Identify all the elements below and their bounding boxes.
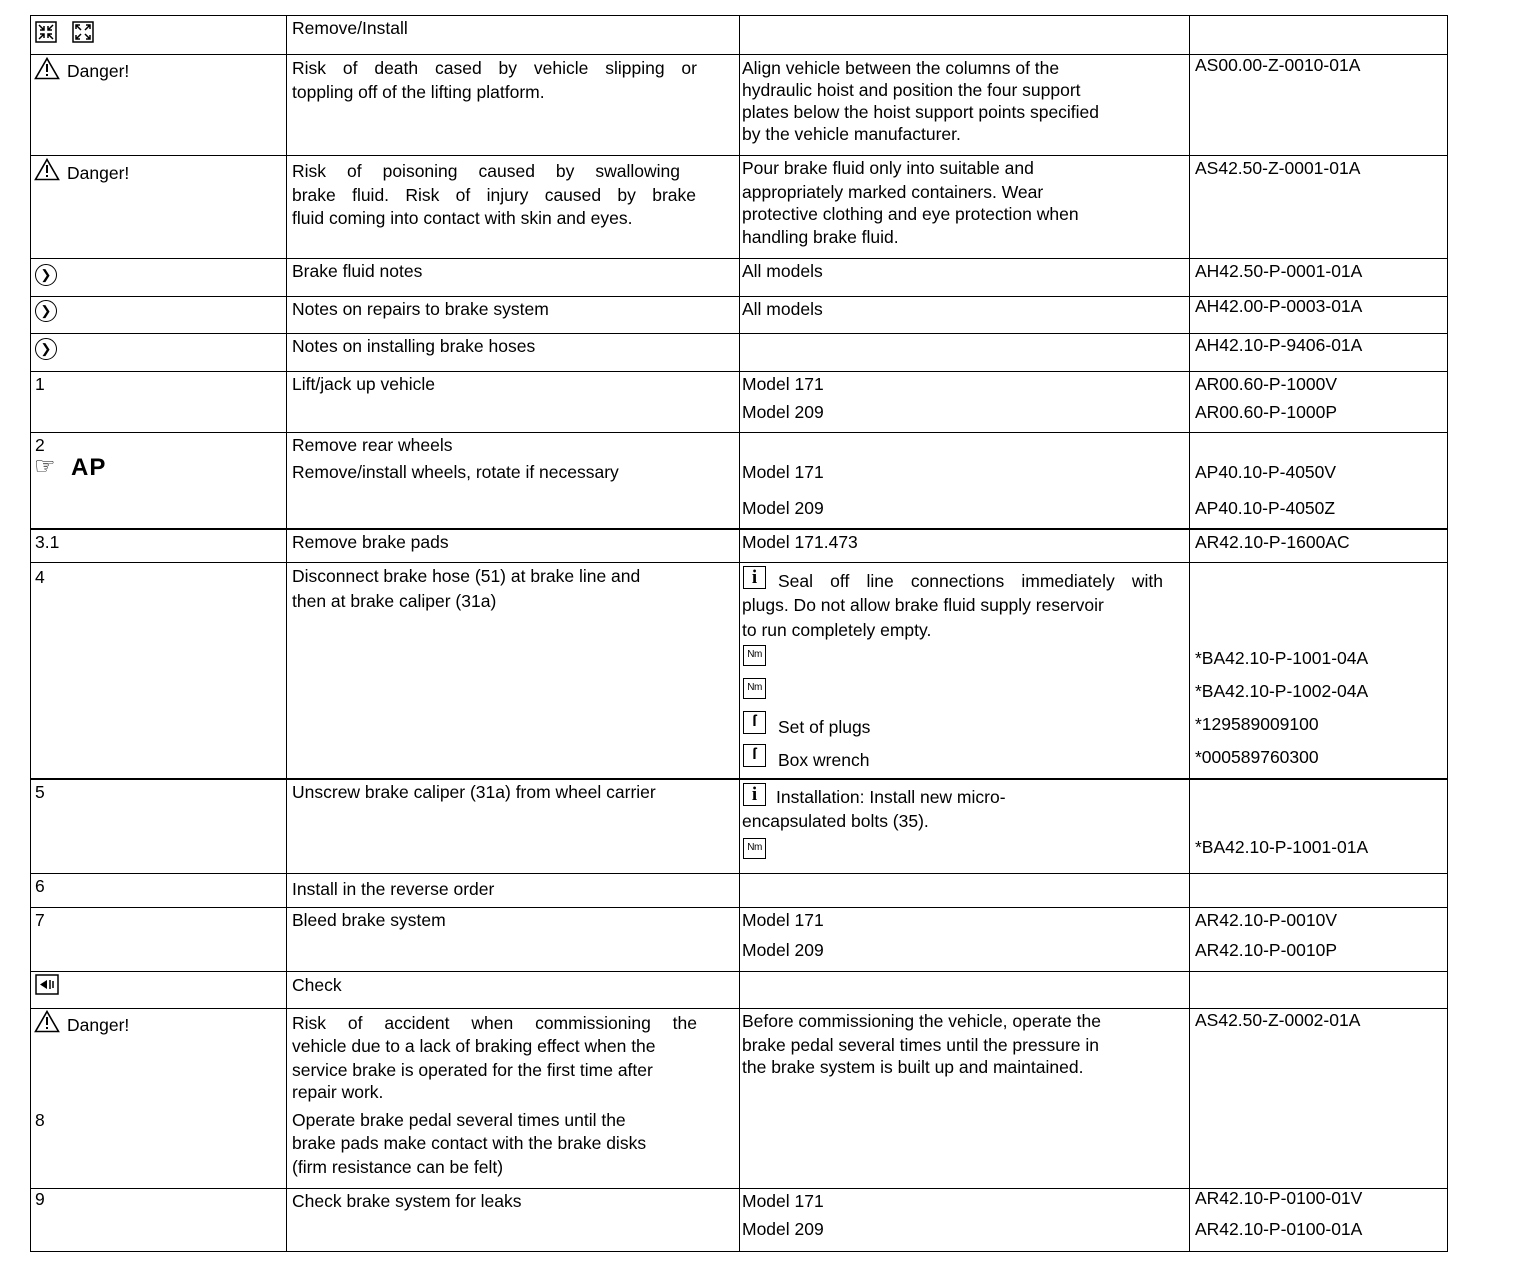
step-number: 9 (35, 1189, 45, 1209)
model-label: Model 209 (742, 498, 824, 518)
model-label: Model 171 (742, 1191, 824, 1211)
tool-label: Set of plugs (778, 717, 871, 737)
step-number: 7 (35, 910, 45, 930)
step-text: Risk of accident when commissioning the (292, 1013, 697, 1033)
table-row (30, 528, 1448, 562)
check-icon (35, 974, 59, 995)
reference-link[interactable]: AS00.00-Z-0010-01A (1195, 55, 1361, 75)
reference-link[interactable]: AR42.10-P-0100-01A (1195, 1219, 1363, 1239)
model-label: Model 209 (742, 402, 824, 422)
note-text: handling brake fluid. (742, 227, 899, 247)
step-text: repair work. (292, 1082, 384, 1102)
step-text: Risk of poisoning caused by swallowing (292, 161, 680, 181)
table-row (30, 778, 1448, 873)
step-text: Bleed brake system (292, 910, 446, 930)
model-label: Model 209 (742, 940, 824, 960)
step-number: 6 (35, 876, 45, 896)
pointing-hand-icon: ☞ (34, 453, 56, 480)
torque-nm-icon: Nm (743, 645, 766, 666)
model-label: Model 171 (742, 462, 824, 482)
table-row (30, 432, 1448, 528)
reference-link[interactable]: *BA42.10-P-1001-01A (1195, 837, 1369, 857)
step-text: (firm resistance can be felt) (292, 1157, 504, 1177)
step-text: then at brake caliper (31a) (292, 591, 497, 611)
step-text: Remove/install wheels, rotate if necessary (292, 462, 619, 482)
ap-reference-label: AP (71, 454, 107, 481)
note-text: Before commissioning the vehicle, operate the (742, 1011, 1101, 1031)
reference-link[interactable]: *BA42.10-P-1002-04A (1195, 681, 1369, 701)
step-text: Remove rear wheels (292, 435, 453, 455)
step-number: 4 (35, 567, 45, 587)
step-text: Operate brake pedal several times until the (292, 1110, 626, 1130)
note-text: hydraulic hoist and position the four support (742, 80, 1081, 100)
note-text: encapsulated bolts (35). (742, 811, 929, 831)
note-text: plugs. Do not allow brake fluid supply reservoir (742, 595, 1104, 615)
note-text: protective clothing and eye protection when (742, 204, 1079, 224)
table-row (30, 155, 1448, 258)
danger-label: Danger! (67, 1015, 130, 1035)
note-text: plates below the hoist support points specified (742, 102, 1100, 122)
table-row (30, 971, 1448, 1008)
info-icon: i (743, 783, 766, 806)
remove-icon (35, 21, 57, 43)
step-text: Remove/Install (292, 18, 408, 38)
table-row (30, 258, 1448, 296)
step-text: fluid coming into contact with skin and eyes. (292, 208, 633, 228)
model-label: Model 171.473 (742, 532, 858, 552)
model-label: Model 171 (742, 910, 824, 930)
tool-label: Box wrench (778, 750, 870, 770)
reference-link[interactable]: AR42.10-P-0010V (1195, 910, 1338, 930)
tool-part-number[interactable]: *000589760300 (1195, 747, 1319, 767)
table-row (30, 907, 1448, 971)
step-text: Install in the reverse order (292, 879, 495, 899)
step-text: Lift/jack up vehicle (292, 374, 435, 394)
step-number: 3.1 (35, 532, 60, 552)
note-text: Installation: Install new micro- (776, 787, 1006, 807)
step-text: vehicle due to a lack of braking effect when the (292, 1036, 656, 1056)
note-text: Pour brake fluid only into suitable and (742, 158, 1034, 178)
table-row (30, 296, 1448, 333)
step-text: toppling off of the lifting platform. (292, 82, 545, 102)
step-text: brake pads make contact with the brake disks (292, 1133, 647, 1153)
table-row (30, 333, 1448, 371)
repair-procedure-table (30, 15, 1448, 1252)
step-text: Brake fluid notes (292, 261, 423, 281)
notes-icon: ❯ (35, 338, 57, 360)
note-text: All models (742, 299, 823, 319)
torque-nm-icon: Nm (743, 838, 766, 859)
note-text: brake pedal several times until the pressure in (742, 1035, 1099, 1055)
step-text: Notes on installing brake hoses (292, 336, 536, 356)
step-number: 5 (35, 782, 45, 802)
note-text: Seal off line connections immediately with (778, 571, 1163, 591)
reference-link[interactable]: AP40.10-P-4050Z (1195, 498, 1336, 518)
step-text: brake fluid. Risk of injury caused by brake (292, 185, 696, 205)
step-text: Risk of death cased by vehicle slipping or (292, 58, 697, 78)
reference-link[interactable]: AR42.10-P-0010P (1195, 940, 1338, 960)
special-tool-icon: ſ (743, 744, 766, 767)
notes-icon: ❯ (35, 300, 57, 322)
table-row (30, 562, 1448, 778)
reference-link[interactable]: AR00.60-P-1000P (1195, 402, 1338, 422)
step-text: Check brake system for leaks (292, 1191, 522, 1211)
reference-link[interactable]: AP40.10-P-4050V (1195, 462, 1337, 482)
reference-link[interactable]: AS42.50-Z-0001-01A (1195, 158, 1361, 178)
reference-link[interactable]: AH42.50-P-0001-01A (1195, 261, 1363, 281)
table-row (30, 54, 1448, 155)
note-text: to run completely empty. (742, 620, 932, 640)
note-text: Align vehicle between the columns of the (742, 58, 1060, 78)
step-text: Check (292, 975, 342, 995)
notes-icon: ❯ (35, 264, 57, 286)
warning-triangle-icon (34, 1010, 60, 1033)
reference-link[interactable]: AR42.10-P-1600AC (1195, 532, 1350, 552)
info-icon: i (743, 566, 766, 589)
note-text: appropriately marked containers. Wear (742, 182, 1044, 202)
special-tool-icon: ſ (743, 711, 766, 734)
step-number: 2 (35, 435, 45, 455)
model-label: Model 171 (742, 374, 824, 394)
step-text: Disconnect brake hose (51) at brake line and (292, 566, 641, 586)
note-text: All models (742, 261, 823, 281)
reference-link[interactable]: *BA42.10-P-1001-04A (1195, 648, 1369, 668)
tool-part-number[interactable]: *129589009100 (1195, 714, 1319, 734)
table-row (30, 1188, 1448, 1252)
reference-link[interactable]: AH42.00-P-0003-01A (1195, 296, 1363, 316)
step-text: service brake is operated for the first time after (292, 1060, 653, 1080)
danger-label: Danger! (67, 163, 130, 183)
install-icon (72, 21, 94, 43)
table-row (30, 371, 1448, 432)
table-row (30, 15, 1448, 54)
reference-link[interactable]: AR42.10-P-0100-01V (1195, 1188, 1363, 1208)
model-label: Model 209 (742, 1219, 824, 1239)
note-text: the brake system is built up and maintained. (742, 1057, 1084, 1077)
reference-link[interactable]: AR00.60-P-1000V (1195, 374, 1338, 394)
step-number: 1 (35, 374, 45, 394)
torque-nm-icon: Nm (743, 678, 766, 699)
table-row (30, 1008, 1448, 1188)
step-number: 8 (35, 1110, 45, 1130)
danger-label: Danger! (67, 61, 130, 81)
step-text: Notes on repairs to brake system (292, 299, 549, 319)
warning-triangle-icon (34, 57, 60, 80)
reference-link[interactable]: AS42.50-Z-0002-01A (1195, 1010, 1361, 1030)
warning-triangle-icon (34, 158, 60, 181)
step-text: Unscrew brake caliper (31a) from wheel carrier (292, 782, 656, 802)
step-text: Remove brake pads (292, 532, 449, 552)
reference-link[interactable]: AH42.10-P-9406-01A (1195, 335, 1363, 355)
note-text: by the vehicle manufacturer. (742, 124, 961, 144)
table-row (30, 873, 1448, 907)
